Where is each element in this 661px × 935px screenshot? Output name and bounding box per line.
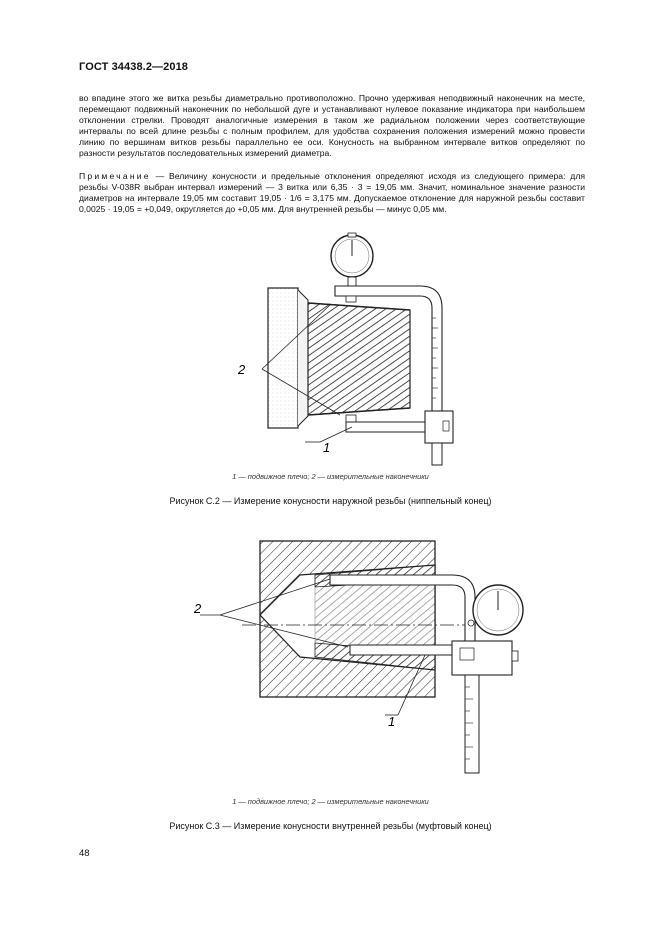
body-paragraph: во впадине этого же витка резьбы диаметрально противоположно. Прочно удерживая неподвижный наконечник на месте, перемещают подвижный наконечник по небольшой дуге и устанавливают нулевое показание индикатора при наибольшем отклонении стрелки. Проводят аналогичные измерения в таком же радиальном положении через соответствующие интервалы по всей длине резьбы с полным профилем, для удобства сохранения положения измерений можно провести линию по вершинам витков резьбы параллельно ее оси. Конусность на выбранном интервале витков определяют по разности результатов последовательных измерений диаметра.	[79, 93, 585, 159]
figure-c3-drawing	[180, 535, 530, 785]
figure-c3-caption: Рисунок С.3 — Измерение конусности внутренней резьбы (муфтовый конец)	[169, 821, 492, 831]
figure-c2-legend: 1 — подвижное плечо; 2 — измерительные наконечники	[232, 472, 429, 481]
page-number: 48	[79, 848, 90, 859]
figure-c3-label-1: 1	[388, 714, 396, 729]
figure-c2-label-1: 1	[323, 440, 331, 455]
note-text: — Величину конусности и предельные отклонения определяют исходя из следующего примера: для резьбы V-038R выбран интервал измерений — 3 витка или 6,35 · 3 = 19,05 мм. Значит, номинальное значение разности диаметров на интервале 19,05 мм составит 19,05 · 1/6 = 3,175 мм. Допускаемое отклонение для наружной резьбы составит 0,0025 · 19,05 = +0,049, округляется до +0,05 мм. Для внутренней резьбы — минус 0,05 мм.	[79, 171, 585, 215]
figure-c3-legend: 1 — подвижное плечо; 2 — измерительные наконечники	[232, 797, 429, 806]
note-lead: Примечание	[79, 171, 151, 181]
figure-c3-label-2: 2	[194, 601, 202, 616]
figure-c2-drawing	[238, 228, 470, 468]
figure-c2-caption: Рисунок С.2 — Измерение конусности наружной резьбы (ниппельный конец)	[169, 496, 492, 506]
note-paragraph	[79, 171, 585, 215]
page-header: ГОСТ 34438.2—2018	[79, 61, 189, 73]
figure-c2-label-2: 2	[238, 362, 246, 377]
